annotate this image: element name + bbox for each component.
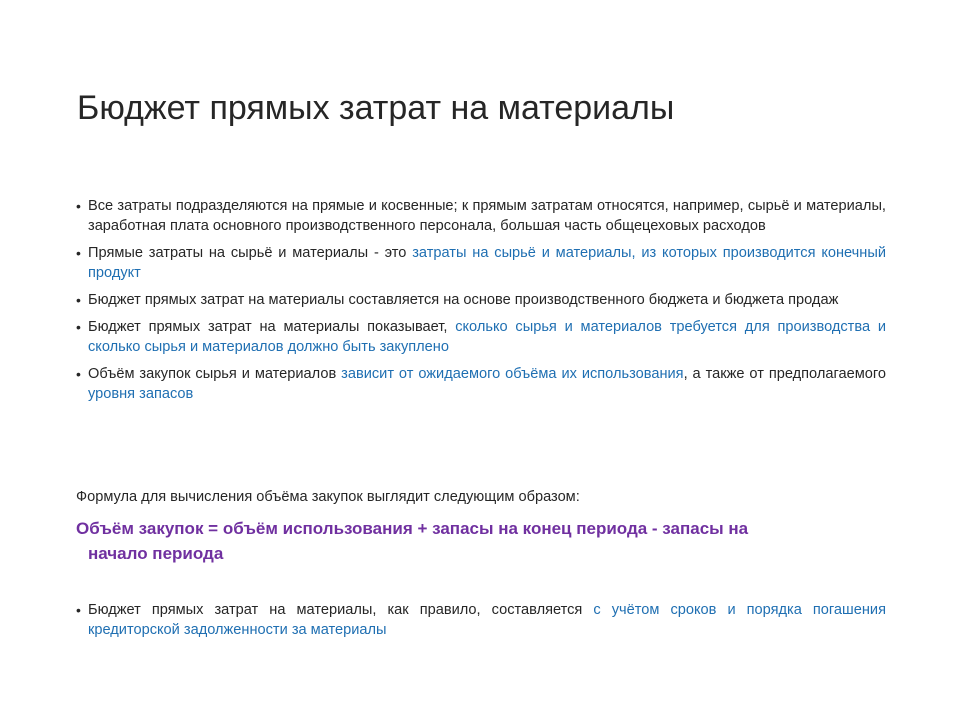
bullet-item (74, 243, 886, 283)
bullet-list (74, 196, 886, 411)
bullet-text: Бюджет прямых затрат на материалы составляется на основе производственного бюджета и бюджета продаж (88, 292, 839, 308)
bullet-item (74, 600, 886, 640)
bullet-dot-icon: • (76, 602, 81, 618)
highlighted-text: затраты на сырьё и материалы, из которых производится конечный продукт (88, 245, 886, 281)
bullet-text: Объём закупок сырья и материалов (88, 366, 342, 382)
highlighted-text: зависит от ожидаемого объёма их использования (341, 366, 684, 382)
bullet-item (74, 290, 886, 310)
bullet-item (74, 196, 886, 236)
bullet-text: Бюджет прямых затрат на материалы показывает, (88, 319, 456, 335)
formula-intro: Формула для вычисления объёма закупок выглядит следующим образом: (76, 489, 580, 505)
bullet-dot-icon: • (76, 198, 81, 214)
highlighted-text: сколько сырья и материалов требуется для производства и сколько сырья и материалов должно быть закуплено (88, 319, 887, 355)
slide-title: Бюджет прямых затрат на материалы (77, 89, 675, 127)
bullet-list-bottom (74, 600, 886, 647)
bullet-item (74, 364, 886, 404)
formula (76, 516, 884, 566)
formula-line-1: Объём закупок = объём использования + запасы на конец периода - запасы на (76, 519, 749, 538)
highlighted-text: уровня запасов (88, 386, 194, 402)
highlighted-text: с учётом сроков и порядка погашения кредиторской задолженности за материалы (88, 602, 886, 638)
bullet-text: , а также от предполагаемого (683, 366, 886, 382)
bullet-item (74, 317, 886, 357)
bullet-dot-icon: • (76, 245, 81, 261)
bullet-dot-icon: • (76, 292, 81, 308)
bullet-dot-icon: • (76, 319, 81, 335)
formula-line-2: начало периода (88, 544, 224, 563)
bullet-text: Прямые затраты на сырьё и материалы - это (88, 245, 413, 261)
bullet-text: Все затраты подразделяются на прямые и косвенные; к прямым затратам относятся, например, сырьё и материалы, заработная плата основного производственного персонала, большая часть общецеховых расходов (88, 198, 886, 234)
bullet-text: Бюджет прямых затрат на материалы, как правило, составляется (88, 602, 594, 618)
bullet-dot-icon: • (76, 366, 81, 382)
